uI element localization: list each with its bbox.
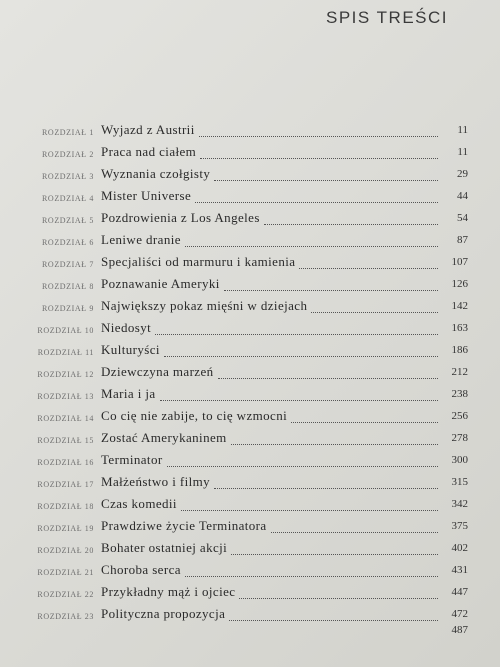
page-number: 300 bbox=[451, 454, 468, 466]
chapter-number: ROZDZIAŁ 18 bbox=[37, 502, 94, 511]
page-number: 107 bbox=[451, 256, 468, 268]
dot-leader bbox=[239, 592, 438, 599]
chapter-number: ROZDZIAŁ 4 bbox=[42, 194, 94, 203]
chapter-title: Zostać Amerykaninem bbox=[101, 430, 227, 445]
chapter-number: ROZDZIAŁ 12 bbox=[37, 370, 94, 379]
chapter-number: ROZDZIAŁ 7 bbox=[42, 260, 94, 269]
toc-row bbox=[0, 518, 500, 536]
toc-row bbox=[0, 452, 500, 470]
page-number: 375 bbox=[451, 520, 468, 532]
chapter-number: ROZDZIAŁ 19 bbox=[37, 524, 94, 533]
dot-leader bbox=[185, 240, 438, 247]
toc-row bbox=[0, 342, 500, 360]
chapter-title: Choroba serca bbox=[101, 562, 181, 577]
page-number: 44 bbox=[457, 190, 468, 202]
chapter-number: ROZDZIAŁ 14 bbox=[37, 414, 94, 423]
toc-row bbox=[0, 166, 500, 184]
chapter-title: Poznawanie Ameryki bbox=[101, 276, 220, 291]
toc-row bbox=[0, 232, 500, 250]
page-number: 447 bbox=[451, 586, 468, 598]
chapter-number: ROZDZIAŁ 15 bbox=[37, 436, 94, 445]
page-number: 487 bbox=[451, 624, 468, 636]
chapter-number: ROZDZIAŁ 16 bbox=[37, 458, 94, 467]
chapter-number: ROZDZIAŁ 21 bbox=[37, 568, 94, 577]
page-number: 472 bbox=[451, 608, 468, 620]
dot-leader bbox=[229, 614, 438, 621]
page-title: SPIS TREŚCI bbox=[326, 8, 448, 27]
dot-leader bbox=[231, 548, 438, 555]
page-number: 11 bbox=[457, 124, 468, 136]
chapter-title: Wyjazd z Austrii bbox=[101, 122, 195, 137]
chapter-number: ROZDZIAŁ 17 bbox=[37, 480, 94, 489]
chapter-title: Prawdziwe życie Terminatora bbox=[101, 518, 267, 533]
chapter-number: ROZDZIAŁ 9 bbox=[42, 304, 94, 313]
chapter-title: Co cię nie zabije, to cię wzmocni bbox=[101, 408, 288, 423]
dot-leader bbox=[271, 526, 438, 533]
chapter-title: Leniwe dranie bbox=[101, 232, 181, 247]
chapter-title: Małżeństwo i filmy bbox=[101, 474, 211, 489]
chapter-number: ROZDZIAŁ 23 bbox=[37, 612, 94, 621]
dot-leader bbox=[214, 482, 438, 489]
dot-leader bbox=[214, 174, 438, 181]
toc-row bbox=[0, 496, 500, 514]
page-number: 212 bbox=[451, 366, 468, 378]
toc-row bbox=[0, 320, 500, 338]
page-number: 87 bbox=[457, 234, 468, 246]
page-number: 315 bbox=[451, 476, 468, 488]
chapter-title: Terminator bbox=[101, 452, 163, 467]
chapter-number: ROZDZIAŁ 8 bbox=[42, 282, 94, 291]
chapter-title: Praca nad ciałem bbox=[101, 144, 197, 159]
page-number: 278 bbox=[451, 432, 468, 444]
chapter-title: Polityczna propozycja bbox=[101, 606, 226, 621]
toc-row bbox=[0, 474, 500, 492]
chapter-title: Dziewczyna marzeń bbox=[101, 364, 214, 379]
page-number: 163 bbox=[451, 322, 468, 334]
page-number: 126 bbox=[451, 278, 468, 290]
dot-leader bbox=[231, 438, 438, 445]
page-number: 238 bbox=[451, 388, 468, 400]
chapter-title: Bohater ostatniej akcji bbox=[101, 540, 228, 555]
chapter-title: Niedosyt bbox=[101, 320, 152, 335]
toc-row bbox=[0, 276, 500, 294]
dot-leader bbox=[224, 284, 438, 291]
chapter-number: ROZDZIAŁ 6 bbox=[42, 238, 94, 247]
toc-row bbox=[0, 298, 500, 316]
chapter-title: Kulturyści bbox=[101, 342, 160, 357]
page-number: 11 bbox=[457, 146, 468, 158]
chapter-number: ROZDZIAŁ 20 bbox=[37, 546, 94, 555]
dot-leader bbox=[200, 152, 438, 159]
page-number: 29 bbox=[457, 168, 468, 180]
toc-row bbox=[0, 188, 500, 206]
chapter-number: ROZDZIAŁ 11 bbox=[37, 348, 94, 357]
toc-row bbox=[0, 210, 500, 228]
chapter-title: Wyznania czołgisty bbox=[101, 166, 211, 181]
chapter-number: ROZDZIAŁ 1 bbox=[42, 128, 94, 137]
page-number: 431 bbox=[451, 564, 468, 576]
dot-leader bbox=[160, 394, 438, 401]
page-number: 186 bbox=[451, 344, 468, 356]
dot-leader bbox=[195, 196, 438, 203]
toc-row bbox=[0, 622, 500, 640]
table-of-contents bbox=[0, 122, 500, 642]
dot-leader bbox=[155, 328, 438, 335]
dot-leader bbox=[311, 306, 438, 313]
dot-leader bbox=[199, 130, 438, 137]
page-number: 142 bbox=[451, 300, 468, 312]
chapter-title: Czas komedii bbox=[101, 496, 177, 511]
toc-row bbox=[0, 364, 500, 382]
page-number: 402 bbox=[451, 542, 468, 554]
chapter-number: ROZDZIAŁ 13 bbox=[37, 392, 94, 401]
chapter-number: ROZDZIAŁ 2 bbox=[42, 150, 94, 159]
toc-row bbox=[0, 144, 500, 162]
toc-row bbox=[0, 430, 500, 448]
chapter-title: Pozdrowienia z Los Angeles bbox=[101, 210, 260, 225]
toc-row bbox=[0, 562, 500, 580]
dot-leader bbox=[181, 504, 438, 511]
chapter-title: Maria i ja bbox=[101, 386, 156, 401]
dot-leader bbox=[164, 350, 438, 357]
dot-leader bbox=[185, 570, 438, 577]
chapter-title: Przykładny mąż i ojciec bbox=[101, 584, 236, 599]
page-number: 342 bbox=[451, 498, 468, 510]
chapter-number: ROZDZIAŁ 5 bbox=[42, 216, 94, 225]
toc-row bbox=[0, 254, 500, 272]
chapter-title: Największy pokaz mięśni w dziejach bbox=[101, 298, 308, 313]
dot-leader bbox=[291, 416, 438, 423]
chapter-number: ROZDZIAŁ 10 bbox=[37, 326, 94, 335]
toc-row bbox=[0, 386, 500, 404]
toc-row bbox=[0, 122, 500, 140]
chapter-number: ROZDZIAŁ 3 bbox=[42, 172, 94, 181]
dot-leader bbox=[167, 460, 438, 467]
chapter-title: Mister Universe bbox=[101, 188, 192, 203]
page-number: 54 bbox=[457, 212, 468, 224]
chapter-number: ROZDZIAŁ 22 bbox=[37, 590, 94, 599]
page-number: 256 bbox=[451, 410, 468, 422]
toc-row bbox=[0, 408, 500, 426]
dot-leader bbox=[218, 372, 438, 379]
chapter-title: Specjaliści od marmuru i kamienia bbox=[101, 254, 296, 269]
dot-leader bbox=[299, 262, 438, 269]
toc-row bbox=[0, 584, 500, 602]
dot-leader bbox=[264, 218, 438, 225]
toc-row bbox=[0, 540, 500, 558]
